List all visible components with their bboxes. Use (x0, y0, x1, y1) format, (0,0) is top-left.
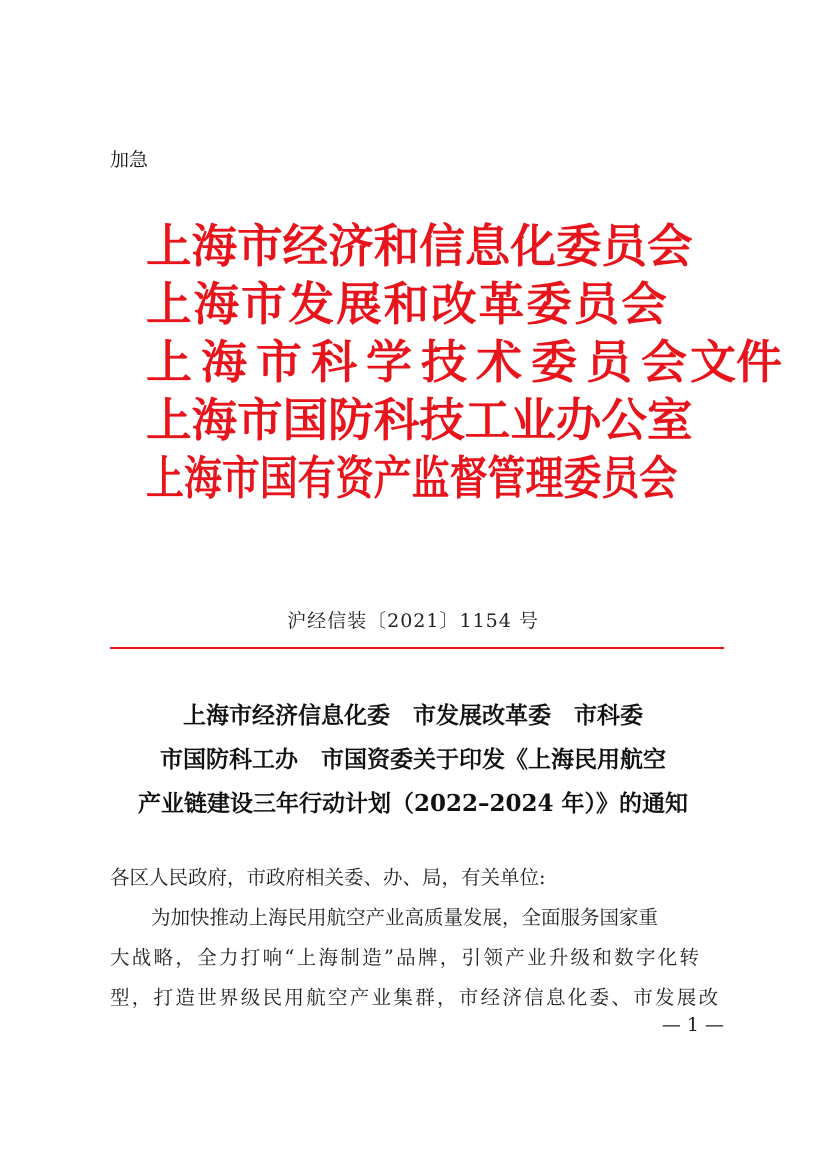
title-line-3: 产业链建设三年行动计划（2022–2024 年）》的通知 (137, 790, 689, 817)
document-type-suffix: 文件 (690, 335, 782, 389)
title-line-1: 上海市经济信息化委 市发展改革委 市科委 (183, 702, 643, 729)
document-body (110, 858, 724, 1018)
issuer-state-assets: 上海市国有资产监督管理委员会 (146, 451, 678, 505)
recipients-line: 各区人民政府，市政府相关委、办、局，有关单位: (110, 866, 546, 889)
issuer-economy-informatization: 上海市经济和信息化委员会 (146, 219, 693, 273)
body-line-3: 型，打造世界级民用航空产业集群，市经济信息化委、市发展改 (110, 986, 721, 1009)
title-line-2: 市国防科工办 市国资委关于印发《上海民用航空 (160, 746, 666, 773)
issuer-development-reform: 上海市发展和改革委员会 (146, 277, 669, 331)
issuer-science-technology-row (146, 333, 782, 391)
urgency-label: 加急 (110, 149, 149, 171)
document-number: 沪经信装〔2021〕1154 号 (287, 610, 539, 632)
issuer-science-technology: 上海市科学技术委员会 (146, 335, 696, 389)
body-line-2: 大战略，全力打响“上海制造”品牌，引领产业升级和数字化转 (110, 946, 702, 969)
issuer-defense-industry: 上海市国防科技工业办公室 (146, 393, 693, 447)
issuing-authorities-header (146, 217, 782, 507)
page-number: — 1 — (661, 1014, 724, 1036)
document-title (80, 694, 746, 826)
red-divider-line (110, 647, 724, 649)
body-line-1: 为加快推动上海民用航空产业高质量发展，全面服务国家重 (151, 906, 659, 929)
